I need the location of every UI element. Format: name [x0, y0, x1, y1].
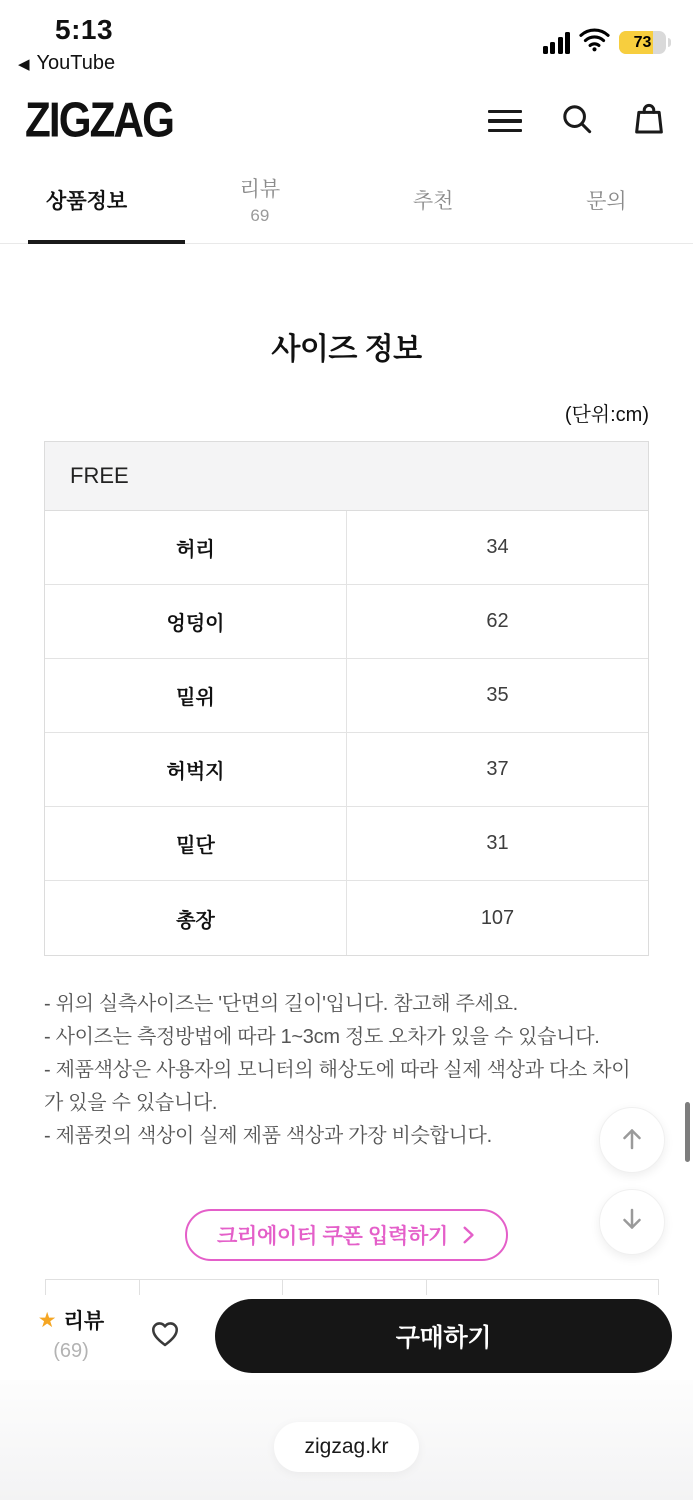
- measure-value: 35: [486, 684, 509, 706]
- tab-reviews-label: 리뷰: [239, 177, 281, 201]
- measure-value: 107: [480, 906, 515, 929]
- status-bar: [0, 0, 693, 82]
- table-row: [45, 585, 648, 659]
- tab-inquiry[interactable]: [520, 160, 693, 243]
- size-table: [44, 441, 649, 956]
- wifi-icon: [579, 28, 610, 57]
- clock: 5:13: [55, 14, 114, 45]
- scrollbar[interactable]: [685, 1102, 690, 1162]
- measure-label: 엉덩이: [45, 585, 347, 658]
- creator-coupon-label: 크리에이터 쿠폰 입력하기: [217, 1225, 448, 1248]
- product-tab-bar: [0, 160, 693, 244]
- chevron-right-icon: [460, 1225, 476, 1245]
- purchase-bar: [0, 1295, 693, 1380]
- measure-value: 37: [486, 758, 509, 780]
- search-icon: [558, 100, 596, 143]
- note-line: - 사이즈는 측정방법에 따라 1~3cm 정도 오차가 있을 수 있습니다.: [44, 1026, 600, 1048]
- table-row: [45, 807, 648, 881]
- back-app-label: YouTube: [36, 52, 116, 74]
- measure-value: 34: [486, 536, 509, 558]
- address-bar[interactable]: zigzag.kr: [274, 1422, 419, 1472]
- battery-icon: [619, 31, 666, 54]
- star-icon: ★: [37, 1308, 57, 1332]
- back-triangle-icon: ◀: [18, 55, 30, 73]
- tab-reviews-count: 69: [250, 205, 270, 225]
- review-count: (69): [53, 1340, 89, 1362]
- arrow-up-icon: [617, 1123, 647, 1158]
- app-header: [0, 82, 693, 160]
- cellular-signal-icon: [543, 32, 571, 54]
- scroll-to-top-button[interactable]: [599, 1107, 665, 1173]
- table-row: [45, 733, 648, 807]
- review-summary[interactable]: [32, 1305, 110, 1363]
- battery-cap: [668, 38, 671, 47]
- measure-label: 밑단: [45, 807, 347, 880]
- scroll-to-bottom-button[interactable]: [599, 1189, 665, 1255]
- favorite-button[interactable]: [143, 1312, 187, 1356]
- measure-label: 허벅지: [45, 733, 347, 806]
- creator-coupon-button[interactable]: [185, 1209, 508, 1261]
- size-info-title: 사이즈 정보: [271, 333, 422, 366]
- note-line: - 제품색상은 사용자의 모니터의 해상도에 따라 실제 색상과 다소 차이가 있을 수 있습니다.: [44, 1059, 631, 1114]
- browser-chrome: [0, 1380, 693, 1500]
- measure-value: 31: [486, 832, 509, 854]
- tab-recommend[interactable]: [347, 160, 520, 243]
- table-row: [45, 659, 648, 733]
- tab-product-info-label: 상품정보: [46, 189, 128, 213]
- menu-button[interactable]: [486, 102, 524, 140]
- search-button[interactable]: [558, 102, 596, 140]
- hamburger-icon: [488, 110, 522, 133]
- back-to-app-link[interactable]: [18, 52, 115, 75]
- measure-label: 허리: [45, 511, 347, 584]
- shopping-bag-icon: [630, 100, 668, 143]
- measure-value: 62: [486, 610, 509, 632]
- tab-product-info[interactable]: [0, 160, 173, 243]
- measure-label: 밑위: [45, 659, 347, 732]
- zigzag-logo[interactable]: ZIGZAG: [25, 93, 174, 148]
- active-tab-indicator: [28, 240, 185, 244]
- battery-percent: 73: [633, 33, 652, 51]
- measure-label: 총장: [45, 881, 347, 955]
- size-unit-label: (단위:cm): [564, 404, 649, 426]
- tab-inquiry-label: 문의: [586, 189, 627, 213]
- arrow-down-icon: [617, 1205, 647, 1240]
- review-label: 리뷰: [63, 1310, 105, 1333]
- size-table-header: FREE: [45, 442, 648, 511]
- heart-icon: [146, 1313, 184, 1356]
- tab-recommend-label: 추천: [412, 189, 454, 213]
- table-row: [45, 881, 648, 955]
- note-line: - 제품컷의 색상이 실제 제품 색상과 가장 비슷합니다.: [44, 1125, 492, 1147]
- table-row: [45, 511, 648, 585]
- size-info-section: [0, 324, 693, 1261]
- note-line: - 위의 실측사이즈는 '단면의 길이'입니다. 참고해 주세요.: [44, 993, 518, 1015]
- next-table-partial: [45, 1279, 659, 1296]
- size-notes: [44, 988, 649, 1153]
- tab-reviews[interactable]: [173, 160, 346, 243]
- cart-button[interactable]: [630, 102, 668, 140]
- buy-button[interactable]: 구매하기: [215, 1299, 672, 1373]
